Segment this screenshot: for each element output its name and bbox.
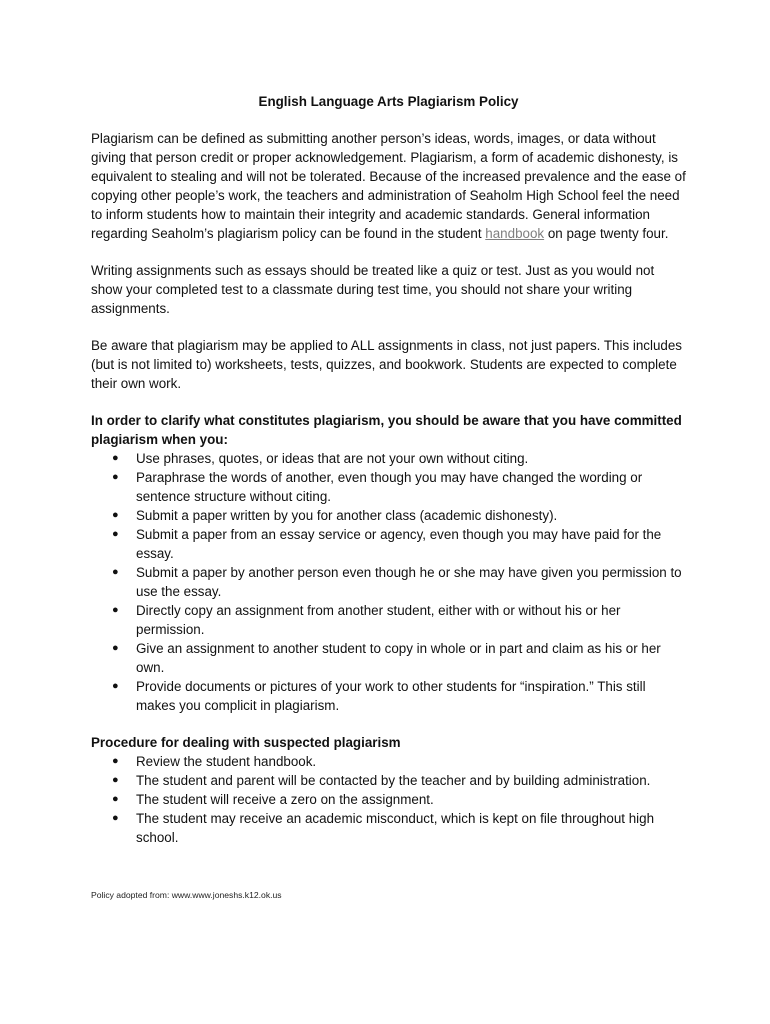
clarify-heading: In order to clarify what constitutes plagiarism, you should be aware that you have committed plagiarism when you:: [91, 413, 682, 447]
list-item-text: The student will receive a zero on the assignment.: [136, 792, 434, 807]
all-assignments-paragraph: Be aware that plagiarism may be applied to ALL assignments in class, not just papers. This includes (but is not limited to) worksheets, tests, quizzes, and bookwork. Students are expected to complete their own work.: [91, 338, 682, 391]
bullet-icon: ●: [112, 642, 119, 654]
list-item: [91, 563, 686, 601]
bullet-icon: ●: [112, 471, 119, 483]
document-body: [91, 92, 686, 865]
plagiarism-criteria-list: [91, 449, 686, 715]
list-item: [91, 771, 686, 790]
bullet-icon: ●: [112, 528, 119, 540]
procedure-heading: Procedure for dealing with suspected plagiarism: [91, 735, 401, 750]
list-item: [91, 677, 686, 715]
list-item-text: The student and parent will be contacted by the teacher and by building administration.: [136, 773, 651, 788]
bullet-icon: ●: [112, 509, 119, 521]
list-item: [91, 601, 686, 639]
bullet-icon: ●: [112, 793, 119, 805]
list-item: [91, 525, 686, 563]
bullet-icon: ●: [112, 774, 119, 786]
list-item: [91, 752, 686, 771]
list-item-text: Submit a paper from an essay service or agency, even though you may have paid for the essay.: [136, 527, 662, 561]
list-item: [91, 639, 686, 677]
list-item: [91, 790, 686, 809]
list-item-text: Give an assignment to another student to copy in whole or in part and claim as his or her own.: [136, 641, 661, 675]
list-item: [91, 449, 686, 468]
bullet-icon: ●: [112, 812, 119, 824]
intro-paragraph: [91, 129, 686, 243]
list-item-text: Paraphrase the words of another, even though you may have changed the wording or sentence structure without citing.: [136, 470, 643, 504]
list-item-text: Directly copy an assignment from another student, either with or without his or her permission.: [136, 603, 621, 637]
list-item-text: Submit a paper by another person even though he or she may have given you permission to use the essay.: [136, 565, 682, 599]
list-item-text: Review the student handbook.: [136, 754, 317, 769]
bullet-icon: ●: [112, 680, 119, 692]
intro-text: Plagiarism can be defined as submitting another person’s ideas, words, images, or data without giving that person credit or proper acknowledgement. Plagiarism, a form of academic dishonesty, is equivalent to stealing and will not be tolerated. Because of the increased prevalence and the ease of copying other people’s work, the teachers and administration of Seaholm High School feel the need to inform students how to maintain their integrity and academic standards. General information regarding Seaholm’s plagiarism policy can be found in the student: [91, 131, 686, 241]
bullet-icon: ●: [112, 604, 119, 616]
list-item-text: Use phrases, quotes, or ideas that are not your own without citing.: [136, 451, 529, 466]
list-item: [91, 506, 686, 525]
intro-text-end: on page twenty four.: [544, 226, 669, 241]
handbook-link[interactable]: handbook: [485, 226, 545, 241]
bullet-icon: ●: [112, 755, 119, 767]
list-item: [91, 809, 686, 847]
bullet-icon: ●: [112, 452, 119, 464]
list-item-text: Provide documents or pictures of your work to other students for “inspiration.” This still makes you complicit in plagiarism.: [136, 679, 646, 713]
writing-assignments-paragraph: Writing assignments such as essays should be treated like a quiz or test. Just as you would not show your completed test to a classmate during test time, you should not share your writing assignments.: [91, 263, 655, 316]
footer-source-note: Policy adopted from: www.www.joneshs.k12.ok.us: [91, 890, 282, 900]
bullet-icon: ●: [112, 566, 119, 578]
list-item-text: Submit a paper written by you for another class (academic dishonesty).: [136, 508, 558, 523]
list-item-text: The student may receive an academic misconduct, which is kept on file throughout high school.: [136, 811, 655, 845]
page-title: English Language Arts Plagiarism Policy: [258, 94, 519, 109]
procedure-list: [91, 752, 686, 847]
list-item: [91, 468, 686, 506]
